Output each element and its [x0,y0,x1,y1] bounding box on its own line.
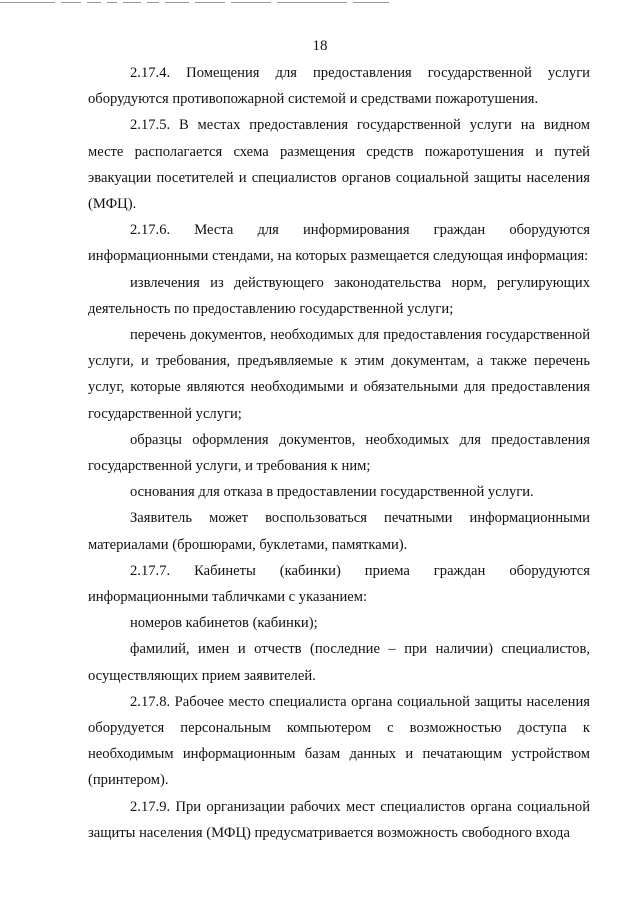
scan-artifact-line [0,2,430,6]
paragraph-2-17-5: 2.17.5. В местах предоставления государственной услуги на видном месте располагается схема размещения средств пожаротушения и путей эвакуации посетителей и специалистов органов социальной защиты населения (МФЦ). [88,117,590,213]
paragraph-2-17-6: 2.17.6. Места для информирования граждан оборудуются информационными стендами, на которых размещается следующая информация: [88,222,590,265]
page-number: 18 [312,38,328,54]
paragraph-applicant-materials: Заявитель может воспользоваться печатными информационными материалами (брошюрами, буклетами, памятками). [88,510,590,553]
list-item-templates: образцы оформления документов, необходимых для предоставления государственной услуги, и требования к ним; [88,431,590,475]
list-item-legislation: извлечения из действующего законодательства норм, регулирующих деятельность по предоставлению государственной услуги; [88,274,590,317]
paragraph-2-17-4: 2.17.4. Помещения для предоставления государственной услуги оборудуются противопожарной системой и средствами пожаротушения. [88,65,590,108]
document-body [88,60,590,846]
paragraph-2-17-9: 2.17.9. При организации рабочих мест специалистов органа социальной защиты населения (МФЦ) предусматривается возможность свободного входа [88,798,590,841]
list-item-office-numbers: номеров кабинетов (кабинки); [130,615,318,632]
list-item-specialist-names: фамилий, имен и отчеств (последние – при наличии) специалистов, осуществляющих прием заявителей. [88,641,590,684]
list-item-documents: перечень документов, необходимых для предоставления государственной услуги, и требования, предъявляемые к этим документам, а также перечень услуг, которые являются необходимыми и обязательными для предоставления государственной услуги; [88,327,590,422]
paragraph-2-17-7: 2.17.7. Кабинеты (кабинки) приема граждан оборудуются информационными табличками с указанием: [88,562,590,606]
list-item-refusal-grounds: основания для отказа в предоставлении государственной услуги. [130,484,534,501]
paragraph-2-17-8: 2.17.8. Рабочее место специалиста органа социальной защиты населения оборудуется персональным компьютером с возможностью доступа к необходимым информационным базам данных и печатающим устройством (принтером). [88,693,590,789]
